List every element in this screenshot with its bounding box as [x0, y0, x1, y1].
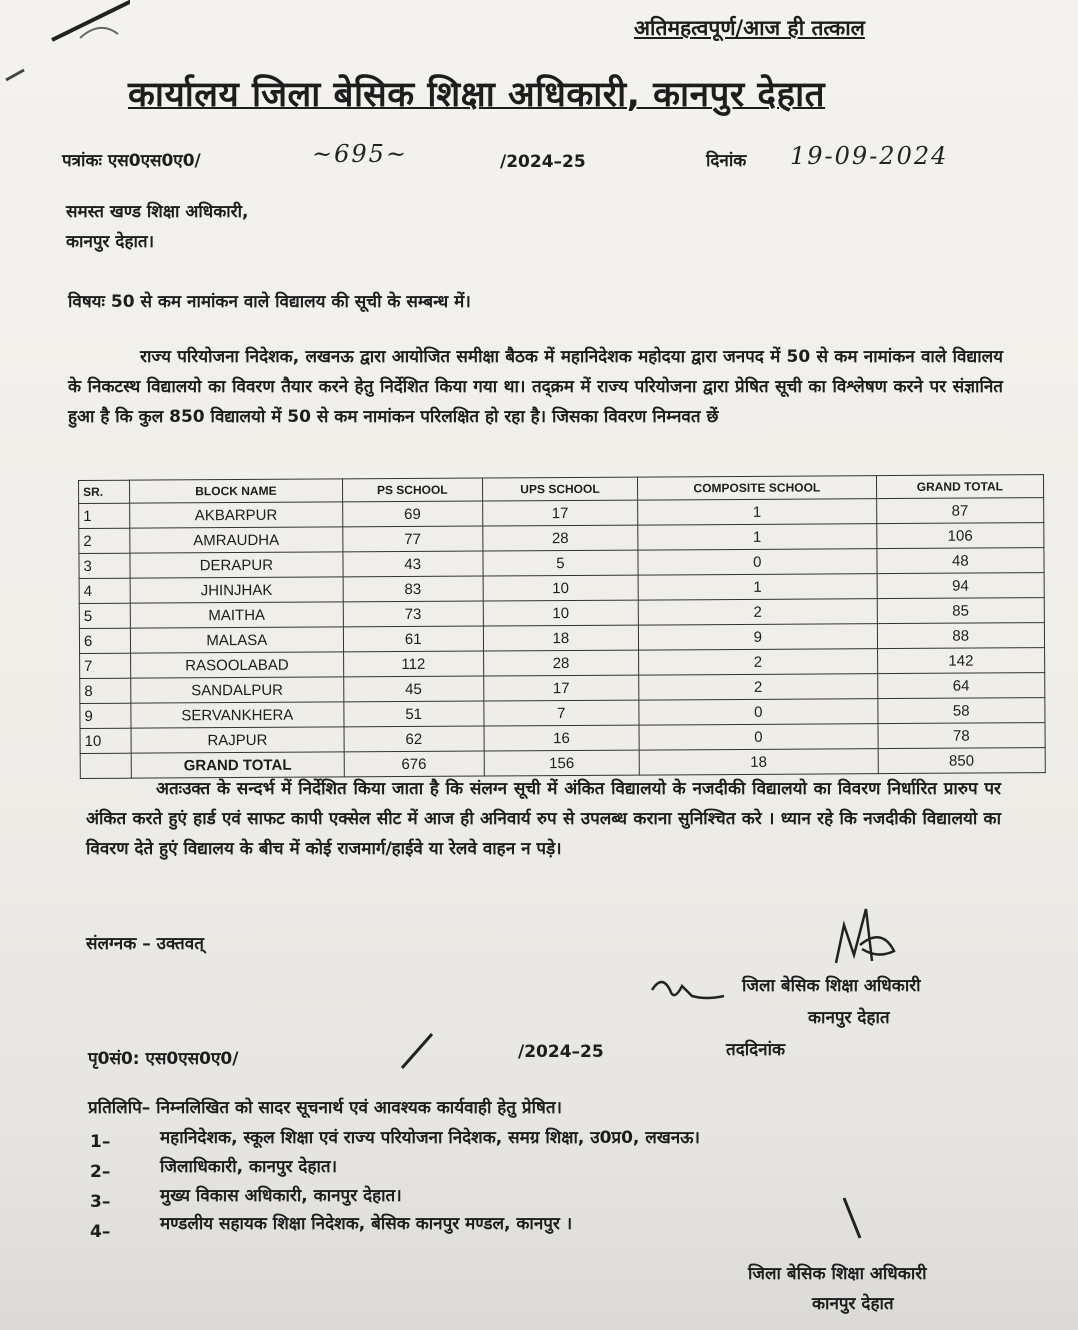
table-cell: 10	[80, 728, 131, 753]
signature-scribble	[826, 905, 906, 969]
table-cell: 112	[343, 651, 483, 677]
table-cell: 61	[343, 626, 483, 652]
signatory-title-2: जिला बेसिक शिक्षा अधिकारी	[748, 1264, 927, 1284]
table-cell: 7	[80, 653, 131, 678]
body-paragraph-1: राज्य परियोजना निदेशक, लखनऊ द्वारा आयोजित समीक्षा बैठक में महानिदेशक महोदया द्वारा जनपद में 50 से कम नामांकन वाले विद्यालय के निकटस्थ विद्यालयो का विवरण तैयार करने हेतु निर्देशित किया गया था। तद्क्रम में राज्य परियोजना द्वारा प्रेषित सूची का विश्लेषण करने पर संज्ञानित हुआ है कि कुल 850 विद्यालयो में 50 से कम नामांकन परिलक्षित हो रहा है। जिसका विवरण निम्नवत छें	[68, 347, 1003, 427]
column-header: UPS SCHOOL	[482, 477, 637, 501]
copy-item-number: 1–	[90, 1132, 111, 1152]
table-cell: 64	[877, 673, 1045, 699]
table-cell: 28	[483, 525, 638, 551]
letter-number-label: पत्रांकः एस0एस0ए0/	[62, 151, 201, 171]
table-cell: 77	[342, 526, 482, 552]
letter-session: /2024–25	[500, 152, 586, 172]
table-cell: 4	[79, 578, 130, 603]
grand-total-label: GRAND TOTAL	[131, 752, 344, 778]
table-cell: 17	[482, 500, 637, 526]
table-cell: 48	[877, 548, 1045, 574]
table-cell: 142	[877, 648, 1045, 674]
table-cell: SERVANKHERA	[131, 702, 344, 728]
letter-number-handwritten: ~695~	[312, 140, 409, 168]
table-cell: JHINJHAK	[130, 577, 343, 603]
table-cell: 43	[343, 551, 483, 577]
table-cell: 87	[876, 498, 1044, 524]
table-cell: 5	[79, 603, 130, 628]
table-cell: MALASA	[130, 627, 343, 653]
table-cell: 73	[343, 601, 483, 627]
table-cell: 2	[79, 528, 130, 553]
signatory-title: जिला बेसिक शिक्षा अधिकारी	[742, 976, 921, 996]
table-cell: 3	[79, 553, 130, 578]
pen-tick-mark	[838, 1194, 868, 1244]
table-cell: 850	[878, 748, 1046, 774]
table-cell: 28	[483, 650, 638, 676]
table-cell: 0	[639, 699, 878, 725]
table-cell: 1	[638, 574, 877, 600]
copy-item-number: 4–	[90, 1222, 111, 1242]
table-cell: RAJPUR	[131, 727, 344, 753]
table-cell: 78	[878, 723, 1046, 749]
table-cell: 51	[344, 701, 484, 727]
table-cell: 45	[343, 676, 483, 702]
table-cell: 18	[639, 749, 878, 775]
table-cell: 85	[877, 598, 1045, 624]
copy-to-intro: प्रतिलिपि– निम्नलिखित को सादर सूचनार्थ एवं आवश्यक कार्यवाही हेतु प्रेषित।	[88, 1098, 562, 1118]
enclosure-line: संलग्नक – उक्तवत्	[86, 934, 204, 954]
table-cell: 2	[639, 674, 878, 700]
column-header: PS SCHOOL	[342, 478, 482, 502]
copy-ref-label: पृ0सं0: एस0एस0ए0/	[88, 1049, 239, 1069]
table-cell: 156	[484, 750, 639, 776]
urgency-note: अतिमहत्वपूर्ण/आज ही तत्काल	[634, 16, 865, 40]
table-cell: 0	[639, 724, 878, 750]
table-cell: SANDALPUR	[131, 677, 344, 703]
column-header: GRAND TOTAL	[876, 475, 1044, 499]
stamp-edge-mark	[0, 0, 130, 110]
copy-item-number: 3–	[90, 1192, 111, 1212]
table-cell: 9	[80, 703, 131, 728]
signatory-place: कानपुर देहात	[808, 1008, 890, 1028]
table-cell: 83	[343, 576, 483, 602]
subject-line: विषयः 50 से कम नामांकन वाले विद्यालय की सूची के सम्बन्ध में।	[68, 292, 471, 312]
recipient-line-2: कानपुर देहात।	[66, 232, 155, 252]
table-cell: 58	[877, 698, 1045, 724]
pen-slash-mark	[398, 1030, 438, 1072]
table-cell: 94	[877, 573, 1045, 599]
table-cell: 18	[483, 625, 638, 651]
table-cell: AKBARPUR	[130, 502, 343, 528]
body-paragraph-2: अतःउक्त के सन्दर्भ में निर्देशित किया जाता है कि संलग्न सूची में अंकित विद्यालयो के नजदीकी विद्यालयो का विवरण निर्धारित प्रारुप पर अंकित करते हुएं हार्ड एवं साफट कापी एक्सेल सीट में आज ही अनिवार्य रुप से उपलब्ध कराना सुनिश्चित करे । ध्यान रहे कि नजदीकी विद्यालयो का विवरण देते हुएं विद्यालय के बीच में कोई राजमार्ग/हाईवे या रेलवे वाहन न पड़े।	[86, 779, 1001, 859]
table-cell: 88	[877, 623, 1045, 649]
table-cell: 8	[80, 678, 131, 703]
office-title: कार्यालय जिला बेसिक शिक्षा अधिकारी, कानपुर देहात	[128, 75, 826, 115]
copy-item-text: महानिदेशक, स्कूल शिक्षा एवं राज्य परियोजना निदेशक, समग्र शिक्षा, उ0प्र0, लखनऊ।	[160, 1128, 700, 1148]
table-cell: 676	[344, 751, 484, 777]
enrolment-table	[78, 474, 1046, 779]
table-cell: RASOOLABAD	[131, 652, 344, 678]
table-cell: 1	[638, 524, 877, 550]
copy-item-text: मण्डलीय सहायक शिक्षा निदेशक, बेसिक कानपुर मण्डल, कानपुर ।	[160, 1214, 573, 1234]
initials-scribble	[648, 972, 728, 1008]
table-cell: 10	[483, 575, 638, 601]
signatory-place-2: कानपुर देहात	[812, 1294, 894, 1314]
copy-ref-date: तददिनांक	[726, 1040, 786, 1060]
table-cell: 62	[344, 726, 484, 752]
copy-item-number: 2–	[90, 1162, 111, 1182]
table-cell: 5	[483, 550, 638, 576]
column-header: COMPOSITE SCHOOL	[638, 476, 877, 500]
column-header: BLOCK NAME	[130, 479, 343, 503]
table-cell: 10	[483, 600, 638, 626]
table-cell: 1	[638, 499, 877, 525]
table-cell: 6	[79, 628, 130, 653]
table-cell: 17	[483, 675, 638, 701]
table-cell: 1	[79, 503, 130, 528]
table-cell: 16	[484, 725, 639, 751]
table-cell: DERAPUR	[130, 552, 343, 578]
table-cell: 69	[342, 501, 482, 527]
copy-item-text: जिलाधिकारी, कानपुर देहात।	[160, 1157, 338, 1177]
date-handwritten: 19-09-2024	[790, 142, 949, 170]
table-cell: 2	[638, 599, 877, 625]
copy-ref-session: /2024–25	[518, 1042, 604, 1062]
table-cell: 7	[484, 700, 639, 726]
table-cell: 0	[638, 549, 877, 575]
copy-item-text: मुख्य विकास अधिकारी, कानपुर देहात।	[160, 1186, 402, 1206]
table-cell: AMRAUDHA	[130, 527, 343, 553]
recipient-line-1: समस्त खण्ड शिक्षा अधिकारी,	[66, 202, 249, 222]
table-cell: 106	[876, 523, 1044, 549]
table-cell: 2	[639, 649, 878, 675]
table-cell: 9	[638, 624, 877, 650]
date-label: दिनांक	[706, 151, 747, 171]
column-header: SR.	[79, 480, 130, 503]
table-cell: MAITHA	[130, 602, 343, 628]
